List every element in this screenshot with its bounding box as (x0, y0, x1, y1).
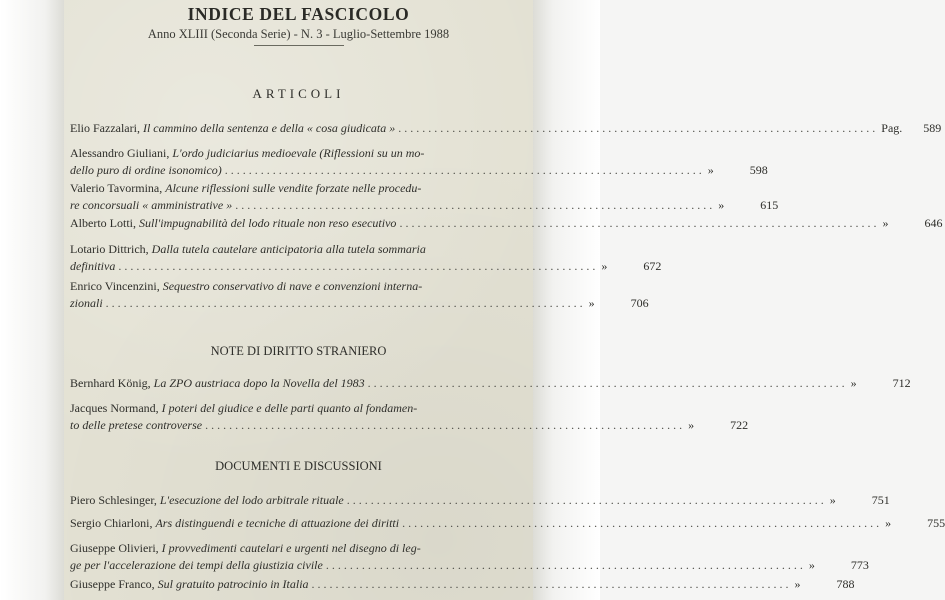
toc-entry (70, 145, 768, 179)
dot-leader: ................................................................................ (398, 121, 879, 135)
entry-text (70, 400, 417, 417)
page-reference (882, 215, 942, 232)
entry-author: Valerio Tavormina, (70, 181, 163, 195)
toc-entry-line (70, 241, 525, 258)
page-number: 646 (924, 216, 943, 230)
entry-title: Ars distinguendi e tecniche di attuazione dei diritti (155, 516, 400, 530)
toc-entry-line (70, 162, 768, 179)
entry-text (70, 180, 421, 197)
toc-entry (70, 215, 943, 232)
entry-text (70, 515, 399, 532)
toc-entry (70, 375, 911, 392)
entry-author: Alberto Lotti, (70, 216, 136, 230)
entry-text (70, 215, 396, 232)
page-number: 589 (923, 121, 942, 135)
toc-entry-line (70, 375, 911, 392)
toc-entry-line (70, 557, 869, 574)
toc-entry-line (70, 515, 945, 532)
page-number: 755 (927, 516, 945, 530)
page-prefix: » (707, 163, 714, 177)
toc-entry (70, 515, 945, 532)
entry-author: Enrico Vincenzini, (70, 279, 160, 293)
page-prefix: » (808, 558, 815, 572)
entry-title: Dalla tutela cautelare anticipatoria alla tutela sommaria (151, 242, 426, 256)
dot-leader: ................................................................................ (399, 216, 880, 230)
entry-text (70, 258, 115, 275)
toc-entry (70, 576, 855, 593)
entry-title: Il cammino della sentenza e della « cosa giudicata » (142, 121, 396, 135)
entry-title: I poteri del giudice e delle parti quanto al fondamen- (161, 401, 418, 415)
page-prefix: » (882, 216, 889, 230)
entry-author: Sergio Chiarloni, (70, 516, 153, 530)
page-reference (708, 162, 768, 179)
page-reference (795, 576, 855, 593)
page-prefix: Pag. (881, 121, 903, 135)
entry-author: Bernhard König, (70, 376, 151, 390)
entry-text (70, 145, 424, 162)
dot-leader: ................................................................................ (346, 493, 827, 507)
dot-leader: ................................................................................ (224, 163, 705, 177)
page-number: 706 (630, 296, 649, 310)
entry-text (70, 557, 323, 574)
entry-title: Sull'impugnabilità del lodo rituale non reso esecutivo (139, 216, 397, 230)
entry-text (70, 375, 365, 392)
dot-leader: ................................................................................ (367, 376, 848, 390)
entry-title: definitiva (70, 259, 116, 273)
page-prefix: » (794, 577, 801, 591)
section-note-diritto-straniero-heading: NOTE DI DIRITTO STRANIERO (210, 344, 387, 358)
dot-leader: ................................................................................ (235, 198, 716, 212)
page-prefix: » (601, 259, 608, 273)
entry-text (70, 540, 421, 557)
toc-entry (70, 400, 749, 434)
page-title: INDICE DEL FASCICOLO (187, 4, 410, 24)
entry-text (70, 576, 309, 593)
toc-entry-line (70, 180, 525, 197)
entry-title: ge per l'accelerazione dei tempi della giustizia civile (70, 558, 323, 572)
entry-title: La ZPO austriaca dopo la Novella del 1983 (153, 376, 365, 390)
page-reference (885, 515, 945, 532)
index-page (64, 0, 945, 600)
toc-entry-line (70, 197, 779, 214)
entry-title: to delle pretese controverse (70, 418, 203, 432)
toc-entry (70, 180, 779, 214)
entry-author: Giuseppe Franco, (70, 577, 155, 591)
page-number: 712 (892, 376, 911, 390)
entry-author: Piero Schlesinger, (70, 493, 157, 507)
entry-text (70, 278, 422, 295)
entry-author: Lotario Dittrich, (70, 242, 149, 256)
toc-entry-line (70, 417, 749, 434)
toc-entry-line (70, 278, 525, 295)
entry-title: Sul gratuito patrocinio in Italia (157, 577, 309, 591)
page-prefix: » (885, 516, 892, 530)
toc-entry-line (70, 492, 890, 509)
page-reference (688, 417, 748, 434)
page-margin-left (0, 0, 64, 600)
dot-leader: ................................................................................ (325, 558, 806, 572)
dot-leader: ................................................................................ (105, 296, 586, 310)
toc-entry-line (70, 120, 942, 137)
page-reference (881, 120, 941, 137)
issue-subtitle: Anno XLIII (Seconda Serie) - N. 3 - Luglio-Settembre 1988 (147, 27, 450, 41)
page-reference (601, 258, 661, 275)
toc-entry-line (70, 400, 525, 417)
page-prefix: » (588, 296, 595, 310)
entry-title: dello puro di ordine isonomico) (70, 163, 222, 177)
page-prefix: » (850, 376, 857, 390)
toc-entry-line (70, 215, 943, 232)
page-reference (718, 197, 778, 214)
entry-author: Elio Fazzalari, (70, 121, 140, 135)
entry-text (70, 120, 395, 137)
toc-entry (70, 492, 890, 509)
entry-title: Alcune riflessioni sulle vendite forzate nelle procedu- (165, 181, 422, 195)
section-articoli-heading: ARTICOLI (252, 86, 345, 101)
entry-text (70, 295, 103, 312)
entry-title: re concorsuali « amministrative » (70, 198, 233, 212)
page-number: 788 (836, 577, 855, 591)
entry-title: zionali (70, 296, 103, 310)
entry-title: Sequestro conservativo di nave e convenzioni interna- (162, 279, 423, 293)
page-number: 751 (871, 493, 890, 507)
entry-title: I provvedimenti cautelari e urgenti nel disegno di leg- (161, 541, 421, 555)
toc-entry-line (70, 258, 662, 275)
toc-entry-line (70, 295, 649, 312)
page-number: 598 (749, 163, 768, 177)
page-reference (809, 557, 869, 574)
toc-entry (70, 278, 649, 312)
toc-entry-line (70, 576, 855, 593)
toc-entry (70, 120, 942, 137)
page-prefix: » (718, 198, 725, 212)
section-documenti-discussioni-heading: DOCUMENTI E DISCUSSIONI (215, 459, 382, 473)
entry-title: L'esecuzione del lodo arbitrale rituale (159, 493, 344, 507)
entry-text (70, 241, 426, 258)
entry-text (70, 162, 222, 179)
toc-entry (70, 241, 662, 275)
entry-text (70, 197, 232, 214)
entry-text (70, 492, 344, 509)
entry-title: L'ordo judiciarius medioevale (Riflessioni su un mo- (172, 146, 425, 160)
dot-leader: ................................................................................ (402, 516, 883, 530)
dot-leader: ................................................................................ (118, 259, 599, 273)
page-reference (589, 295, 649, 312)
toc-entry (70, 540, 869, 574)
page-number: 672 (643, 259, 662, 273)
entry-author: Alessandro Giuliani, (70, 146, 170, 160)
page-number: 773 (850, 558, 869, 572)
entry-text (70, 417, 202, 434)
toc-entry-line (70, 540, 525, 557)
page-reference (851, 375, 911, 392)
entry-author: Jacques Normand, (70, 401, 159, 415)
page-prefix: » (829, 493, 836, 507)
page-number: 722 (730, 418, 749, 432)
page-reference (830, 492, 890, 509)
dot-leader: ................................................................................ (205, 418, 686, 432)
page-number: 615 (760, 198, 779, 212)
page-prefix: » (688, 418, 695, 432)
dot-leader: ................................................................................ (311, 577, 792, 591)
title-rule (254, 45, 344, 46)
toc-entry-line (70, 145, 525, 162)
entry-author: Giuseppe Olivieri, (70, 541, 159, 555)
